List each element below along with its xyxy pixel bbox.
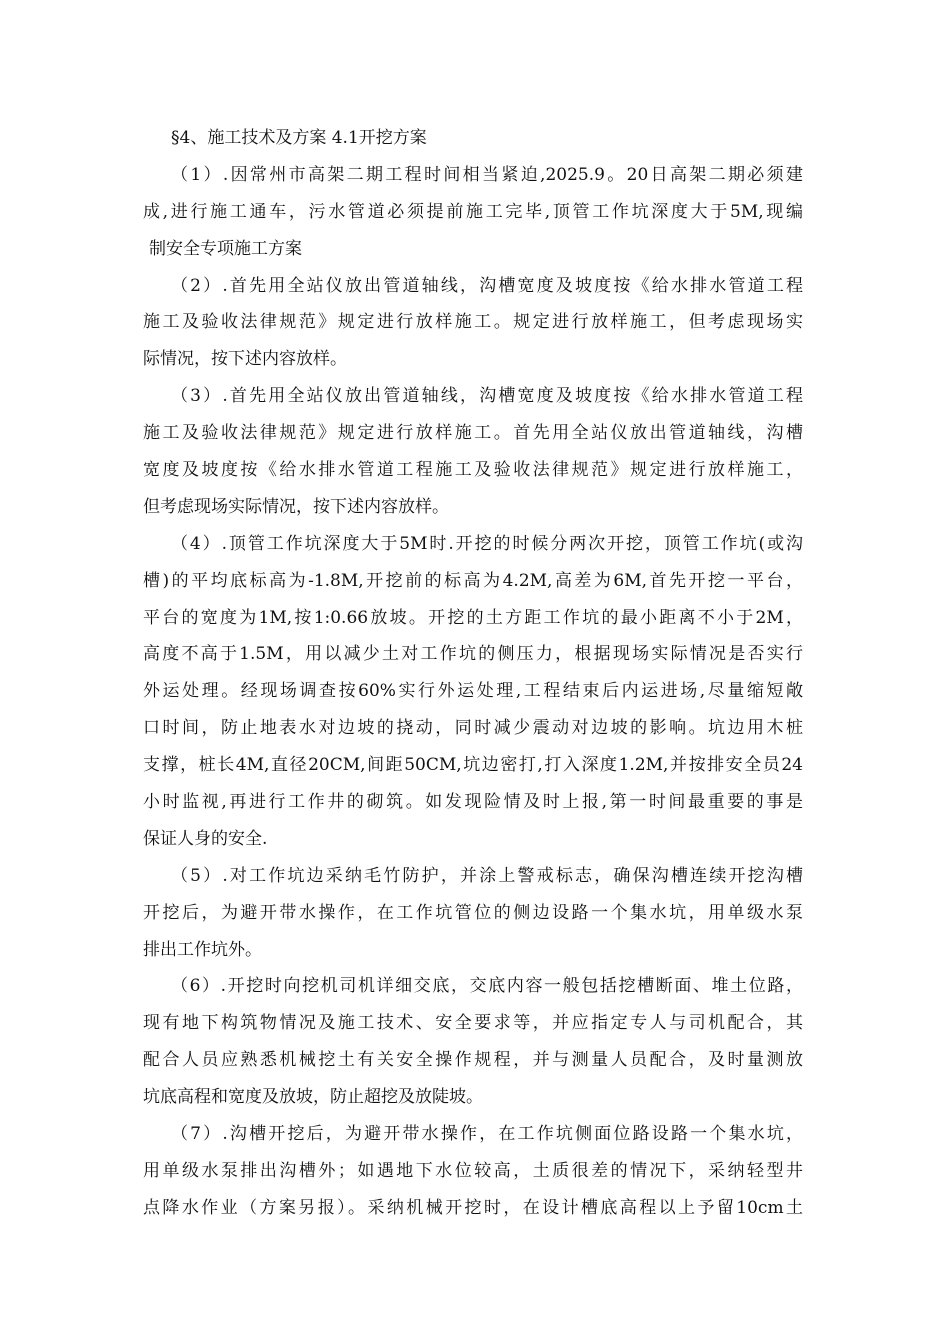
paragraph-3-line: 施工及验收法律规范》规定进行放样施工。首先用全站仪放出管道轴线，沟槽: [143, 423, 803, 444]
paragraph-2-line: 际情况，按下述内容放样。: [143, 349, 347, 370]
paragraph-4-line: （4）.顶管工作坑深度大于5M时.开挖的时候分两次开挖，顶管工作坑(或沟: [171, 533, 803, 554]
paragraph-6-line: 现有地下构筑物情况及施工技术、安全要求等，并应指定专人与司机配合，其: [143, 1013, 803, 1034]
paragraph-4-line: 平台的宽度为1M,按1:0.66放坡。开挖的土方距工作坑的最小距离不小于2M，: [143, 607, 803, 628]
paragraph-3-line: （3）.首先用全站仪放出管道轴线，沟槽宽度及坡度按《给水排水管道工程: [171, 386, 803, 407]
paragraph-6-line: （6）.开挖时向挖机司机详细交底，交底内容一般包括挖槽断面、堆土位路，: [171, 976, 803, 997]
paragraph-7-line: 点降水作业（方案另报）。采纳机械开挖时，在设计槽底高程以上予留10cm土: [143, 1197, 803, 1218]
paragraph-1-line: 成,进行施工通车，污水管道必须提前施工完毕,顶管工作坑深度大于5M,现编: [143, 201, 803, 222]
paragraph-7-line: 用单级水泵排出沟槽外；如遇地下水位较高，土质很差的情况下，采纳轻型井: [143, 1160, 803, 1181]
paragraph-7-line: （7）.沟槽开挖后，为避开带水操作，在工作坑侧面位路设路一个集水坑，: [171, 1124, 803, 1145]
paragraph-4-line: 高度不高于1.5M，用以减少土对工作坑的侧压力，根据现场实际情况是否实行: [143, 644, 803, 665]
paragraph-4-line: 外运处理。经现场调查按60%实行外运处理,工程结束后内运进场,尽量缩短敞: [143, 681, 803, 702]
paragraph-6-line: 坑底高程和宽度及放坡，防止超挖及放陡坡。: [143, 1087, 483, 1108]
paragraph-4-line: 支撑，桩长4M,直径20CM,间距50CM,坑边密打,打入深度1.2M,并按排安全员24: [143, 755, 803, 776]
paragraph-4-line: 口时间，防止地表水对边坡的挠动，同时减少震动对边坡的影响。坑边用木桩: [143, 718, 803, 739]
section-heading: §4、施工技术及方案 4.1开挖方案: [171, 128, 427, 148]
paragraph-5-line: 排出工作坑外。: [143, 939, 262, 960]
paragraph-6-line: 配合人员应熟悉机械挖土有关安全操作规程，并与测量人员配合，及时量测放: [143, 1050, 803, 1071]
document-body: [143, 120, 803, 1227]
paragraph-4-line: 小时监视,再进行工作井的砌筑。如发现险情及时上报,第一时间最重要的事是: [143, 792, 803, 813]
paragraph-3-line: 宽度及坡度按《给水排水管道工程施工及验收法律规范》规定进行放样施工，: [143, 460, 803, 481]
paragraph-1-line: 制安全专项施工方案: [149, 238, 302, 259]
paragraph-5-line: 开挖后，为避开带水操作，在工作坑管位的侧边设路一个集水坑，用单级水泵: [143, 902, 803, 923]
paragraph-4-line: 槽)的平均底标高为-1.8M,开挖前的标高为4.2M,高差为6M,首先开挖一平台，: [143, 570, 803, 591]
paragraph-3-line: 但考虑现场实际情况，按下述内容放样。: [143, 496, 449, 517]
paragraph-5-line: （5）.对工作坑边采纳毛竹防护，并涂上警戒标志，确保沟槽连续开挖沟槽: [171, 865, 803, 886]
paragraph-2-line: 施工及验收法律规范》规定进行放样施工。规定进行放样施工，但考虑现场实: [143, 312, 803, 333]
paragraph-1-line: （1）.因常州市高架二期工程时间相当紧迫,2025.9。20日高架二期必须建: [171, 164, 803, 185]
paragraph-4-line: 保证人身的安全.: [143, 828, 268, 849]
paragraph-2-line: （2）.首先用全站仪放出管道轴线，沟槽宽度及坡度按《给水排水管道工程: [171, 275, 803, 296]
